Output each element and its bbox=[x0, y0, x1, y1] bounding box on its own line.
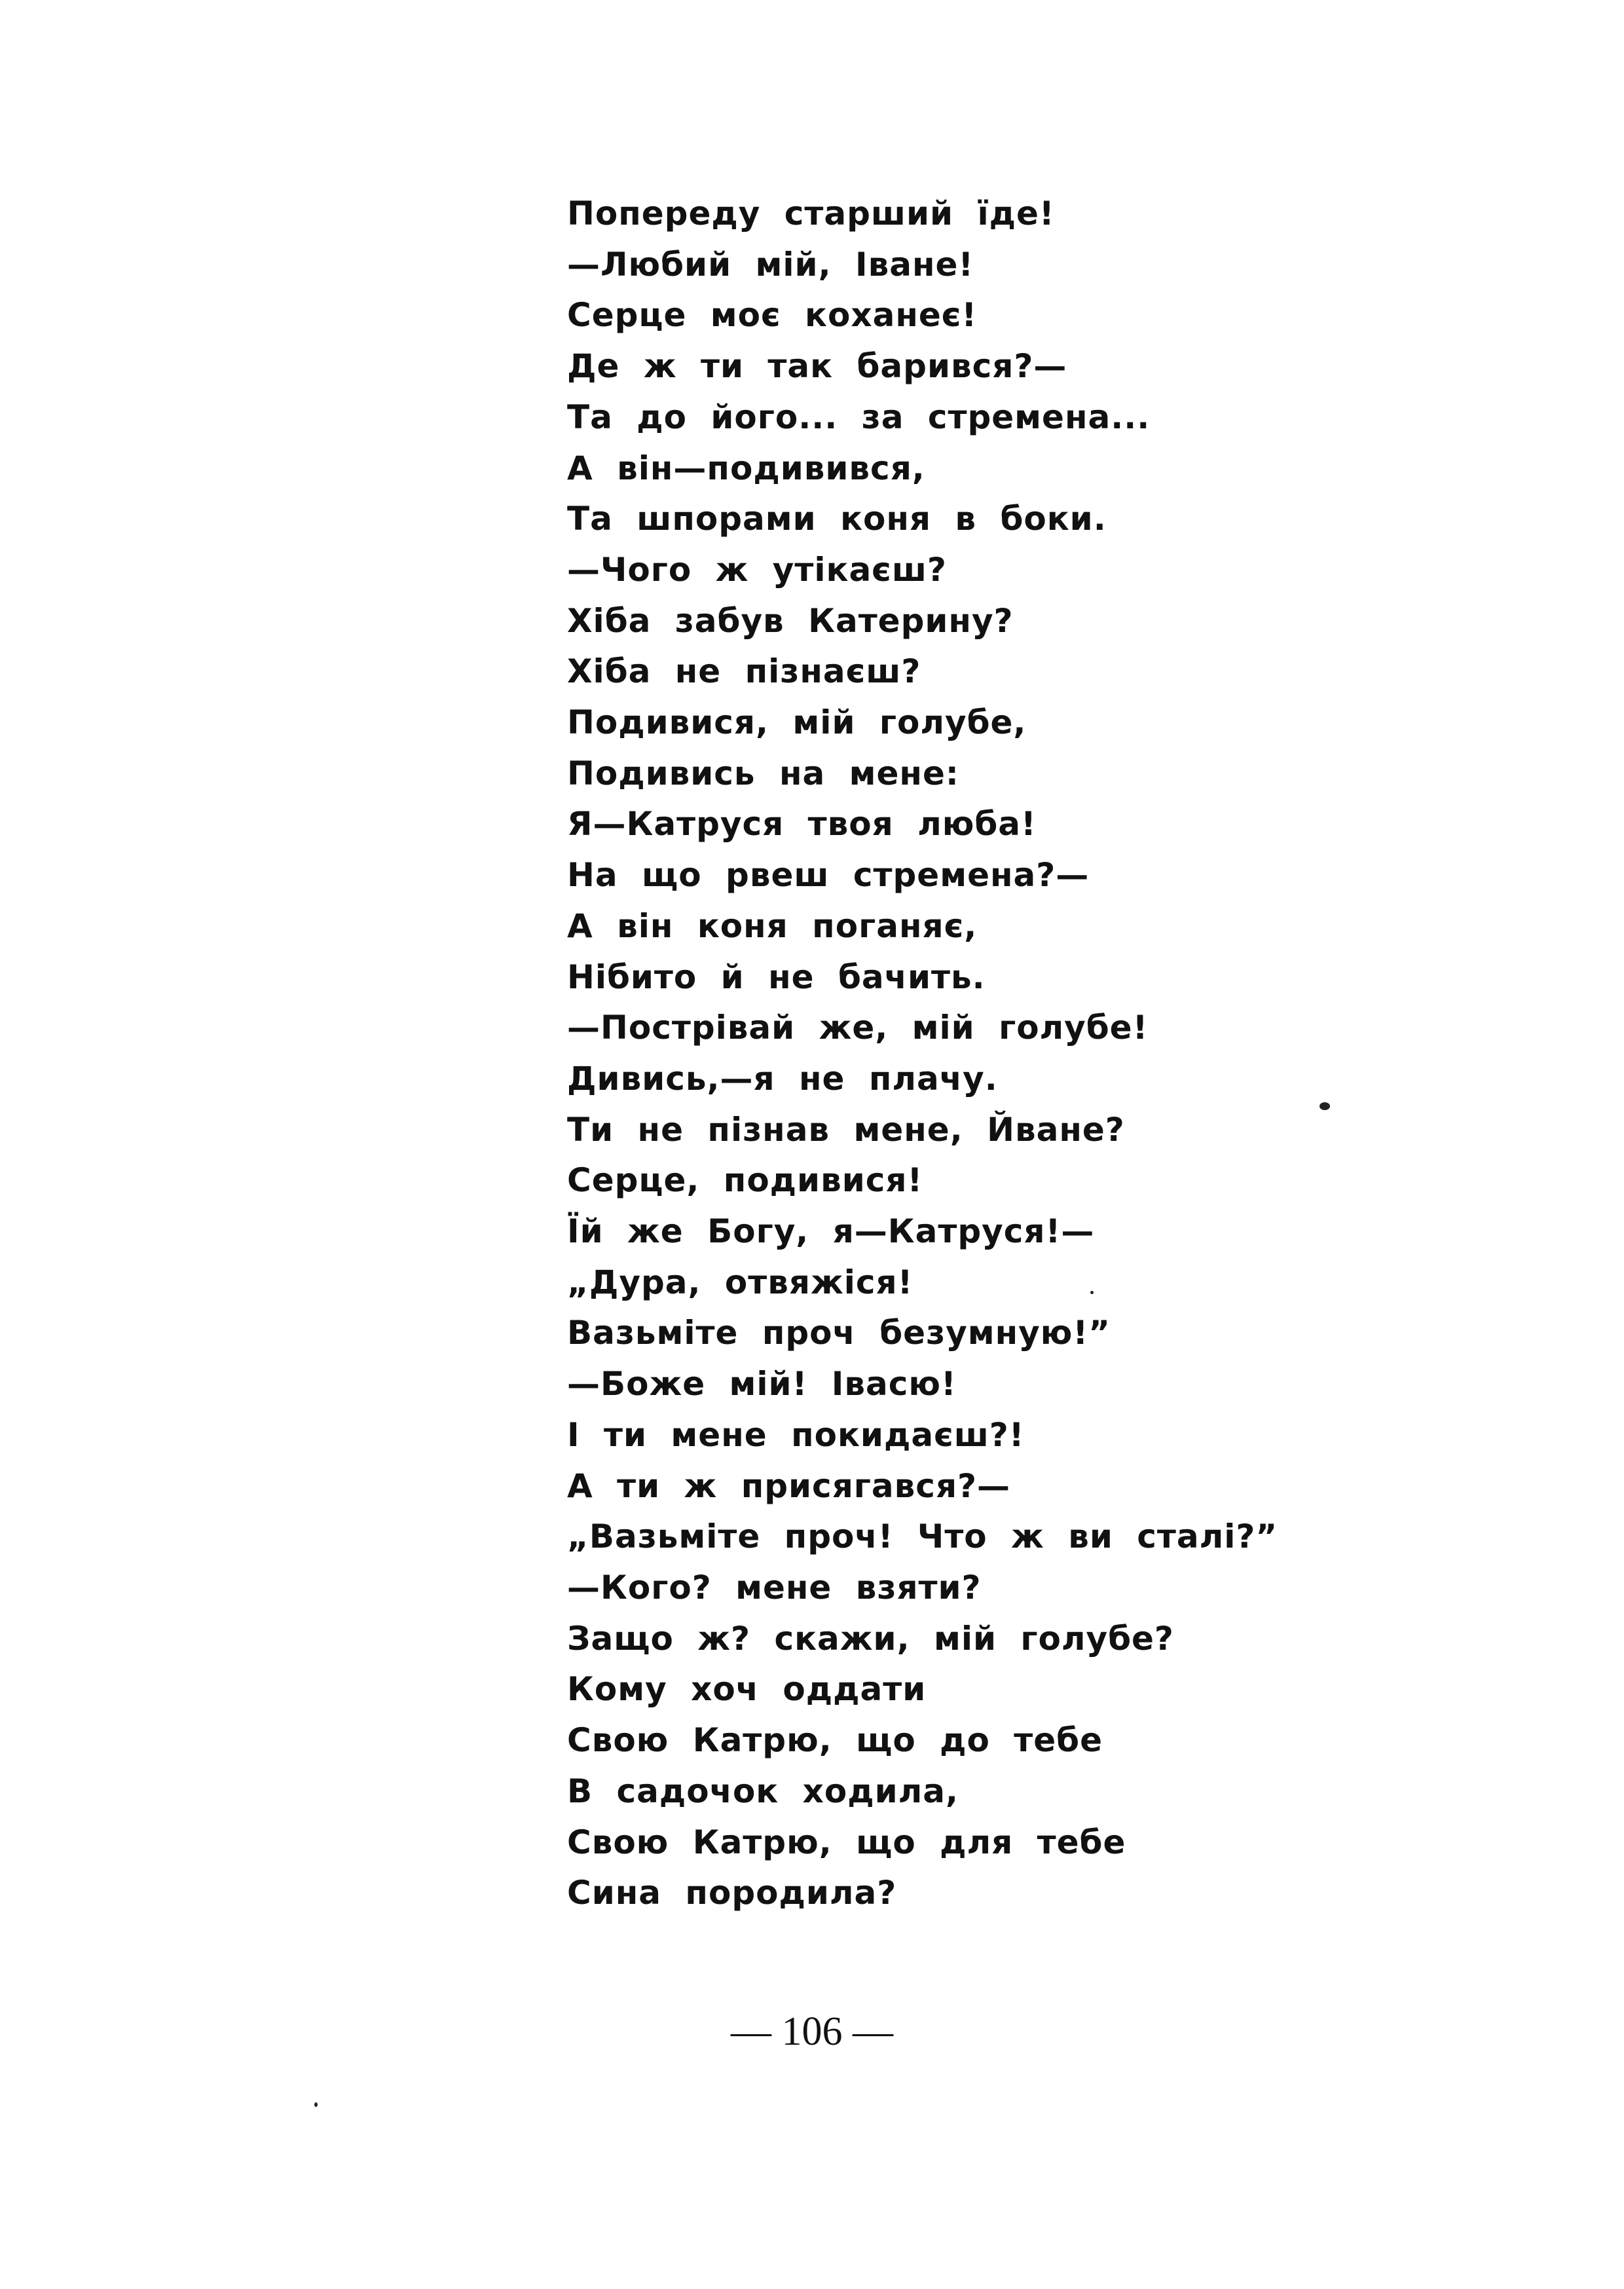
poem-line: А ти ж присягався?— bbox=[567, 1466, 1011, 1505]
poem-line: Сина породила? bbox=[567, 1874, 897, 1912]
poem-text bbox=[567, 189, 1353, 1919]
ink-speck bbox=[1090, 1291, 1094, 1294]
poem-line: Защо ж? скажи, мій голубе? bbox=[567, 1619, 1174, 1658]
poem-line: —Любий мій, Іване! bbox=[567, 245, 974, 284]
ink-speck bbox=[314, 2102, 318, 2107]
poem-line: —Чого ж утікаєш? bbox=[567, 550, 947, 589]
poem-line: —Кого? мене взяти? bbox=[567, 1568, 982, 1607]
poem-line: Дивись,—я не плачу. bbox=[567, 1059, 998, 1098]
poem-line: Та до його... за стремена... bbox=[567, 398, 1151, 436]
ink-speck bbox=[1320, 1102, 1330, 1110]
poem-line: Кому хоч оддати bbox=[567, 1670, 927, 1709]
poem-line: „Вазьміте проч! Что ж ви сталі?” bbox=[567, 1517, 1278, 1556]
poem-line: А він—подивився, bbox=[567, 449, 925, 487]
poem-line: Подивися, мій голубе, bbox=[567, 703, 1027, 742]
poem-line: „Дура, отвяжіся! bbox=[567, 1263, 913, 1301]
poem-line: Хіба забув Катерину? bbox=[567, 601, 1014, 640]
poem-line: Хіба не пізнаєш? bbox=[567, 652, 921, 691]
poem-line: Нібито й не бачить. bbox=[567, 958, 986, 996]
poem-line: Та шпорами коня в боки. bbox=[567, 500, 1107, 538]
poem-line: Попереду старший їде! bbox=[567, 195, 1055, 233]
poem-line: І ти мене покидаєш?! bbox=[567, 1415, 1025, 1454]
poem-line: Серце моє коханеє! bbox=[567, 296, 978, 335]
poem-line: Подивись на мене: bbox=[567, 754, 959, 792]
poem-line: Свою Катрю, що до тебе bbox=[567, 1721, 1103, 1760]
poem-line: А він коня поганяє, bbox=[567, 906, 978, 945]
page-number: — 106 — bbox=[731, 2009, 893, 2054]
poem-line: —Пострівай же, мій голубе! bbox=[567, 1009, 1149, 1047]
poem-line: Вазьміте проч безумную!” bbox=[567, 1314, 1111, 1352]
poem-line: Свою Катрю, що для тебе bbox=[567, 1823, 1126, 1861]
poem-line: Серце, подивися! bbox=[567, 1161, 923, 1200]
poem-line: В садочок ходила, bbox=[567, 1772, 959, 1810]
poem-line: Ти не пізнав мене, Йване? bbox=[567, 1110, 1125, 1149]
poem-line: —Боже мій! Івасю! bbox=[567, 1365, 957, 1404]
poem-line: Я—Катруся твоя люба! bbox=[567, 805, 1037, 844]
poem-line: Їй же Богу, я—Катруся!— bbox=[567, 1212, 1095, 1251]
poem-line: Де ж ти так барився?— bbox=[567, 347, 1067, 386]
poem-line: На що рвеш стремена?— bbox=[567, 856, 1090, 895]
